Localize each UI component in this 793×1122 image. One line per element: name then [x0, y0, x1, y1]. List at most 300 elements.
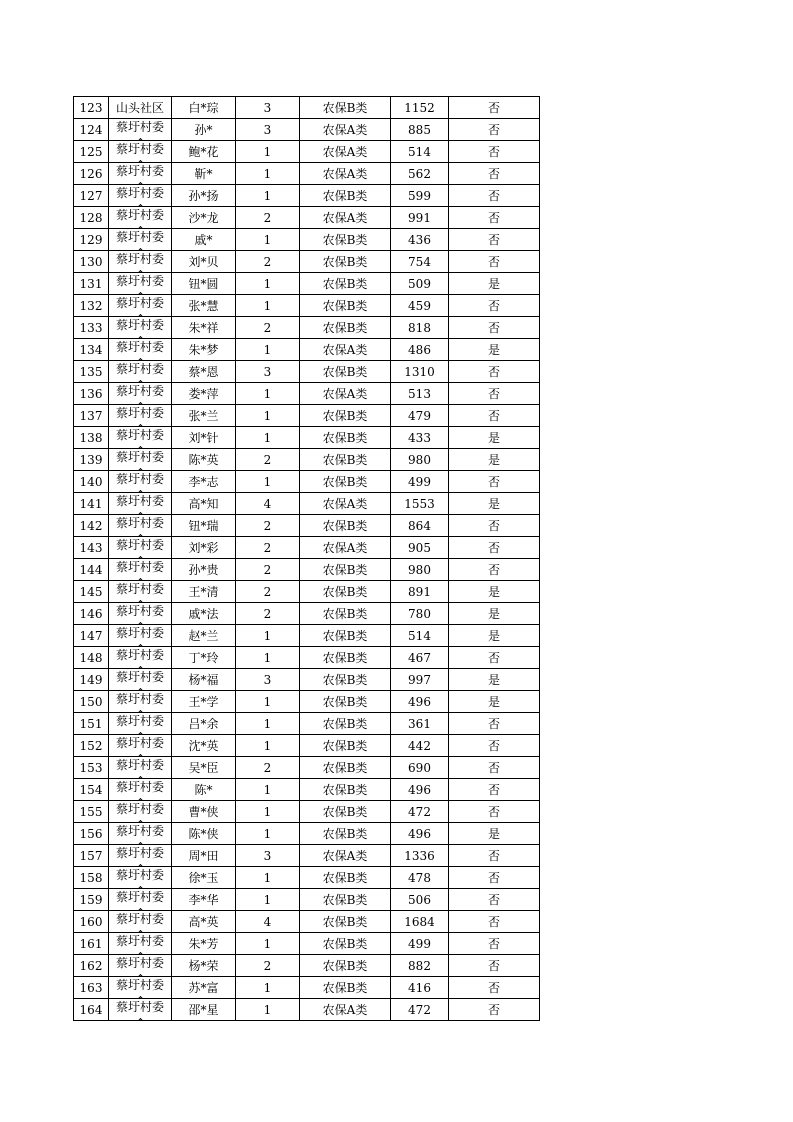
cell-amount: 496 [391, 823, 449, 845]
cell-household-count: 1 [236, 405, 300, 427]
cell-unit [109, 889, 172, 911]
cell-unit [109, 405, 172, 427]
table-row [74, 339, 540, 361]
cell-row-number: 145 [74, 581, 109, 603]
table-row [74, 251, 540, 273]
table-row [74, 691, 540, 713]
cell-household-count: 2 [236, 581, 300, 603]
cell-row-number: 126 [74, 163, 109, 185]
unit-label: 蔡圩村委 [115, 912, 164, 926]
cell-unit [109, 603, 172, 625]
cell-category: 农保A类 [300, 999, 391, 1021]
unit-label: 蔡圩村委 [115, 538, 164, 552]
unit-label: 蔡圩村委 [115, 120, 164, 134]
table-body [74, 97, 540, 1021]
cell-category: 农保B类 [300, 955, 391, 977]
cell-row-number: 143 [74, 537, 109, 559]
cell-flag: 否 [449, 801, 540, 823]
cell-name: 娄*萍 [172, 383, 236, 405]
cell-household-count: 1 [236, 647, 300, 669]
cell-name: 朱*梦 [172, 339, 236, 361]
cell-name: 苏*富 [172, 977, 236, 999]
cell-category: 农保B类 [300, 625, 391, 647]
unit-label: 蔡圩村委 [115, 560, 164, 574]
cell-amount: 980 [391, 559, 449, 581]
cell-flag: 是 [449, 823, 540, 845]
cell-household-count: 1 [236, 801, 300, 823]
cell-household-count: 1 [236, 339, 300, 361]
cell-category: 农保B类 [300, 757, 391, 779]
cell-unit [109, 977, 172, 999]
cell-amount: 1336 [391, 845, 449, 867]
cell-unit [109, 141, 172, 163]
cell-category: 农保A类 [300, 339, 391, 361]
cell-amount: 472 [391, 999, 449, 1021]
cell-flag: 否 [449, 515, 540, 537]
cell-category: 农保B类 [300, 911, 391, 933]
cell-unit [109, 735, 172, 757]
cell-amount: 690 [391, 757, 449, 779]
cell-category: 农保B类 [300, 405, 391, 427]
cell-row-number: 141 [74, 493, 109, 515]
cell-household-count: 2 [236, 537, 300, 559]
cell-flag: 否 [449, 735, 540, 757]
cell-row-number: 162 [74, 955, 109, 977]
cell-unit [109, 119, 172, 141]
cell-row-number: 164 [74, 999, 109, 1021]
cell-household-count: 4 [236, 493, 300, 515]
cell-unit [109, 229, 172, 251]
cell-name: 陈*侠 [172, 823, 236, 845]
cell-name: 高*知 [172, 493, 236, 515]
cell-amount: 754 [391, 251, 449, 273]
cell-row-number: 160 [74, 911, 109, 933]
unit-label: 蔡圩村委 [115, 252, 164, 266]
cell-name: 杨*福 [172, 669, 236, 691]
unit-label: 蔡圩村委 [115, 956, 164, 970]
unit-label: 蔡圩村委 [115, 142, 164, 156]
cell-name: 曹*侠 [172, 801, 236, 823]
cell-unit [109, 185, 172, 207]
unit-label: 蔡圩村委 [115, 362, 164, 376]
cell-flag: 否 [449, 251, 540, 273]
cell-amount: 436 [391, 229, 449, 251]
cell-category: 农保B类 [300, 273, 391, 295]
cell-name: 鲍*花 [172, 141, 236, 163]
cell-row-number: 154 [74, 779, 109, 801]
cell-household-count: 3 [236, 669, 300, 691]
cell-unit [109, 515, 172, 537]
cell-flag: 否 [449, 317, 540, 339]
cell-flag: 是 [449, 691, 540, 713]
cell-unit [109, 273, 172, 295]
cell-category: 农保B类 [300, 581, 391, 603]
table-row [74, 845, 540, 867]
cell-name: 丁*玲 [172, 647, 236, 669]
cell-category: 农保B类 [300, 471, 391, 493]
cell-flag: 是 [449, 427, 540, 449]
cell-category: 农保B类 [300, 559, 391, 581]
cell-household-count: 3 [236, 361, 300, 383]
table-row [74, 295, 540, 317]
cell-amount: 496 [391, 691, 449, 713]
cell-name: 李*华 [172, 889, 236, 911]
cell-category: 农保B类 [300, 669, 391, 691]
cell-unit [109, 801, 172, 823]
cell-unit [109, 691, 172, 713]
cell-name: 陈*英 [172, 449, 236, 471]
table-row [74, 647, 540, 669]
cell-flag: 否 [449, 471, 540, 493]
cell-flag: 否 [449, 977, 540, 999]
unit-label: 蔡圩村委 [115, 626, 164, 640]
cell-name: 孙*扬 [172, 185, 236, 207]
cell-row-number: 153 [74, 757, 109, 779]
cell-category: 农保B类 [300, 647, 391, 669]
cell-flag: 是 [449, 603, 540, 625]
cell-row-number: 156 [74, 823, 109, 845]
cell-flag: 否 [449, 845, 540, 867]
cell-row-number: 152 [74, 735, 109, 757]
table-row [74, 933, 540, 955]
table-row [74, 317, 540, 339]
unit-label: 山头社区 [115, 101, 164, 115]
cell-category: 农保B类 [300, 251, 391, 273]
cell-amount: 509 [391, 273, 449, 295]
table-row [74, 603, 540, 625]
cell-row-number: 148 [74, 647, 109, 669]
cell-unit [109, 669, 172, 691]
cell-category: 农保B类 [300, 603, 391, 625]
cell-row-number: 132 [74, 295, 109, 317]
cell-amount: 991 [391, 207, 449, 229]
cell-amount: 599 [391, 185, 449, 207]
cell-row-number: 158 [74, 867, 109, 889]
cell-row-number: 134 [74, 339, 109, 361]
cell-amount: 361 [391, 713, 449, 735]
unit-label: 蔡圩村委 [115, 318, 164, 332]
table-row [74, 449, 540, 471]
unit-label: 蔡圩村委 [115, 978, 164, 992]
cell-category: 农保B类 [300, 977, 391, 999]
cell-flag: 是 [449, 273, 540, 295]
cell-amount: 499 [391, 471, 449, 493]
unit-label: 蔡圩村委 [115, 758, 164, 772]
cell-household-count: 1 [236, 383, 300, 405]
cell-category: 农保B类 [300, 427, 391, 449]
cell-flag: 否 [449, 207, 540, 229]
cell-name: 沈*英 [172, 735, 236, 757]
table-row [74, 471, 540, 493]
cell-row-number: 161 [74, 933, 109, 955]
table-row [74, 559, 540, 581]
cell-unit [109, 317, 172, 339]
cell-unit [109, 295, 172, 317]
cell-name: 沙*龙 [172, 207, 236, 229]
cell-flag: 否 [449, 911, 540, 933]
cell-category: 农保A类 [300, 141, 391, 163]
table-row [74, 911, 540, 933]
cell-unit [109, 559, 172, 581]
cell-category: 农保A类 [300, 537, 391, 559]
unit-label: 蔡圩村委 [115, 406, 164, 420]
table-row [74, 889, 540, 911]
cell-amount: 1684 [391, 911, 449, 933]
cell-category: 农保B类 [300, 735, 391, 757]
unit-label: 蔡圩村委 [115, 428, 164, 442]
table-row [74, 867, 540, 889]
cell-name: 朱*祥 [172, 317, 236, 339]
cell-amount: 780 [391, 603, 449, 625]
cell-amount: 997 [391, 669, 449, 691]
cell-row-number: 147 [74, 625, 109, 647]
cell-flag: 否 [449, 141, 540, 163]
cell-name: 戚* [172, 229, 236, 251]
cell-amount: 433 [391, 427, 449, 449]
cell-name: 白*琮 [172, 97, 236, 119]
cell-unit [109, 955, 172, 977]
cell-amount: 479 [391, 405, 449, 427]
cell-name: 王*清 [172, 581, 236, 603]
cell-household-count: 1 [236, 163, 300, 185]
cell-name: 朱*芳 [172, 933, 236, 955]
cell-household-count: 1 [236, 295, 300, 317]
table-row [74, 383, 540, 405]
cell-row-number: 144 [74, 559, 109, 581]
unit-label: 蔡圩村委 [115, 868, 164, 882]
cell-unit [109, 581, 172, 603]
cell-row-number: 138 [74, 427, 109, 449]
cell-name: 王*学 [172, 691, 236, 713]
table-row [74, 977, 540, 999]
cell-name: 刘*彩 [172, 537, 236, 559]
cell-category: 农保B类 [300, 867, 391, 889]
unit-label: 蔡圩村委 [115, 604, 164, 618]
cell-household-count: 1 [236, 999, 300, 1021]
cell-unit [109, 207, 172, 229]
cell-unit [109, 779, 172, 801]
table-row [74, 141, 540, 163]
cell-category: 农保A类 [300, 383, 391, 405]
cell-flag: 否 [449, 361, 540, 383]
unit-label: 蔡圩村委 [115, 472, 164, 486]
cell-row-number: 137 [74, 405, 109, 427]
cell-flag: 是 [449, 625, 540, 647]
cell-row-number: 151 [74, 713, 109, 735]
cell-amount: 467 [391, 647, 449, 669]
cell-unit [109, 757, 172, 779]
cell-category: 农保B类 [300, 295, 391, 317]
table-row [74, 999, 540, 1021]
unit-label: 蔡圩村委 [115, 780, 164, 794]
unit-label: 蔡圩村委 [115, 582, 164, 596]
cell-category: 农保B类 [300, 515, 391, 537]
cell-category: 农保B类 [300, 449, 391, 471]
cell-household-count: 1 [236, 977, 300, 999]
table-row [74, 207, 540, 229]
cell-name: 孙*贵 [172, 559, 236, 581]
cell-category: 农保B类 [300, 801, 391, 823]
cell-amount: 499 [391, 933, 449, 955]
cell-name: 张*兰 [172, 405, 236, 427]
cell-name: 孙* [172, 119, 236, 141]
cell-flag: 否 [449, 119, 540, 141]
cell-amount: 496 [391, 779, 449, 801]
unit-label: 蔡圩村委 [115, 890, 164, 904]
cell-unit [109, 999, 172, 1021]
unit-label: 蔡圩村委 [115, 164, 164, 178]
cell-amount: 442 [391, 735, 449, 757]
cell-household-count: 1 [236, 735, 300, 757]
cell-unit [109, 647, 172, 669]
cell-name: 徐*玉 [172, 867, 236, 889]
cell-category: 农保A类 [300, 163, 391, 185]
cell-unit [109, 449, 172, 471]
cell-unit [109, 713, 172, 735]
cell-category: 农保A类 [300, 207, 391, 229]
cell-household-count: 1 [236, 273, 300, 295]
table-row [74, 273, 540, 295]
table-row [74, 757, 540, 779]
cell-flag: 否 [449, 647, 540, 669]
cell-unit [109, 427, 172, 449]
unit-label: 蔡圩村委 [115, 736, 164, 750]
cell-flag: 否 [449, 405, 540, 427]
cell-name: 钮*圆 [172, 273, 236, 295]
cell-unit [109, 493, 172, 515]
table-row [74, 361, 540, 383]
cell-amount: 459 [391, 295, 449, 317]
table-row [74, 405, 540, 427]
cell-row-number: 163 [74, 977, 109, 999]
cell-flag: 否 [449, 999, 540, 1021]
cell-row-number: 130 [74, 251, 109, 273]
cell-household-count: 1 [236, 779, 300, 801]
cell-row-number: 140 [74, 471, 109, 493]
cell-row-number: 139 [74, 449, 109, 471]
cell-name: 张*慧 [172, 295, 236, 317]
cell-row-number: 159 [74, 889, 109, 911]
cell-household-count: 1 [236, 625, 300, 647]
caret-mark-icon [137, 1017, 144, 1021]
cell-flag: 否 [449, 779, 540, 801]
cell-household-count: 1 [236, 471, 300, 493]
unit-label: 蔡圩村委 [115, 274, 164, 288]
cell-unit [109, 361, 172, 383]
cell-unit [109, 383, 172, 405]
cell-row-number: 131 [74, 273, 109, 295]
cell-category: 农保B类 [300, 779, 391, 801]
cell-flag: 是 [449, 449, 540, 471]
cell-household-count: 1 [236, 427, 300, 449]
cell-category: 农保A类 [300, 493, 391, 515]
cell-category: 农保A类 [300, 119, 391, 141]
unit-label: 蔡圩村委 [115, 670, 164, 684]
cell-flag: 是 [449, 339, 540, 361]
table-row [74, 493, 540, 515]
cell-flag: 否 [449, 889, 540, 911]
unit-label: 蔡圩村委 [115, 934, 164, 948]
cell-household-count: 1 [236, 713, 300, 735]
cell-household-count: 2 [236, 317, 300, 339]
unit-label: 蔡圩村委 [115, 384, 164, 398]
cell-category: 农保B类 [300, 713, 391, 735]
cell-household-count: 2 [236, 559, 300, 581]
unit-label: 蔡圩村委 [115, 296, 164, 310]
cell-unit [109, 933, 172, 955]
cell-household-count: 1 [236, 867, 300, 889]
cell-name: 吕*余 [172, 713, 236, 735]
cell-name: 蔡*恩 [172, 361, 236, 383]
cell-amount: 864 [391, 515, 449, 537]
unit-label: 蔡圩村委 [115, 208, 164, 222]
unit-label: 蔡圩村委 [115, 1000, 164, 1014]
cell-amount: 514 [391, 141, 449, 163]
cell-amount: 472 [391, 801, 449, 823]
cell-flag: 否 [449, 383, 540, 405]
cell-flag: 否 [449, 537, 540, 559]
cell-flag: 是 [449, 493, 540, 515]
unit-label: 蔡圩村委 [115, 340, 164, 354]
cell-category: 农保B类 [300, 317, 391, 339]
cell-unit [109, 911, 172, 933]
cell-row-number: 146 [74, 603, 109, 625]
cell-household-count: 2 [236, 251, 300, 273]
cell-amount: 818 [391, 317, 449, 339]
cell-name: 周*田 [172, 845, 236, 867]
unit-label: 蔡圩村委 [115, 450, 164, 464]
cell-amount: 980 [391, 449, 449, 471]
cell-household-count: 1 [236, 141, 300, 163]
cell-name: 吴*臣 [172, 757, 236, 779]
cell-unit [109, 163, 172, 185]
unit-label: 蔡圩村委 [115, 230, 164, 244]
cell-amount: 514 [391, 625, 449, 647]
cell-row-number: 128 [74, 207, 109, 229]
cell-row-number: 157 [74, 845, 109, 867]
cell-row-number: 127 [74, 185, 109, 207]
table-row [74, 163, 540, 185]
cell-household-count: 3 [236, 97, 300, 119]
cell-flag: 否 [449, 163, 540, 185]
cell-flag: 否 [449, 713, 540, 735]
cell-category: 农保B类 [300, 823, 391, 845]
cell-category: 农保B类 [300, 97, 391, 119]
cell-unit [109, 537, 172, 559]
cell-row-number: 123 [74, 97, 109, 119]
cell-row-number: 129 [74, 229, 109, 251]
cell-category: 农保B类 [300, 691, 391, 713]
table-row [74, 537, 540, 559]
cell-row-number: 124 [74, 119, 109, 141]
cell-unit [109, 625, 172, 647]
unit-label: 蔡圩村委 [115, 692, 164, 706]
table-row [74, 229, 540, 251]
cell-category: 农保B类 [300, 933, 391, 955]
cell-flag: 否 [449, 97, 540, 119]
cell-row-number: 150 [74, 691, 109, 713]
cell-flag: 是 [449, 669, 540, 691]
cell-amount: 885 [391, 119, 449, 141]
cell-name: 邵*星 [172, 999, 236, 1021]
cell-row-number: 133 [74, 317, 109, 339]
cell-flag: 否 [449, 559, 540, 581]
cell-household-count: 1 [236, 185, 300, 207]
cell-name: 戚*法 [172, 603, 236, 625]
cell-household-count: 2 [236, 515, 300, 537]
cell-row-number: 125 [74, 141, 109, 163]
cell-name: 靳* [172, 163, 236, 185]
